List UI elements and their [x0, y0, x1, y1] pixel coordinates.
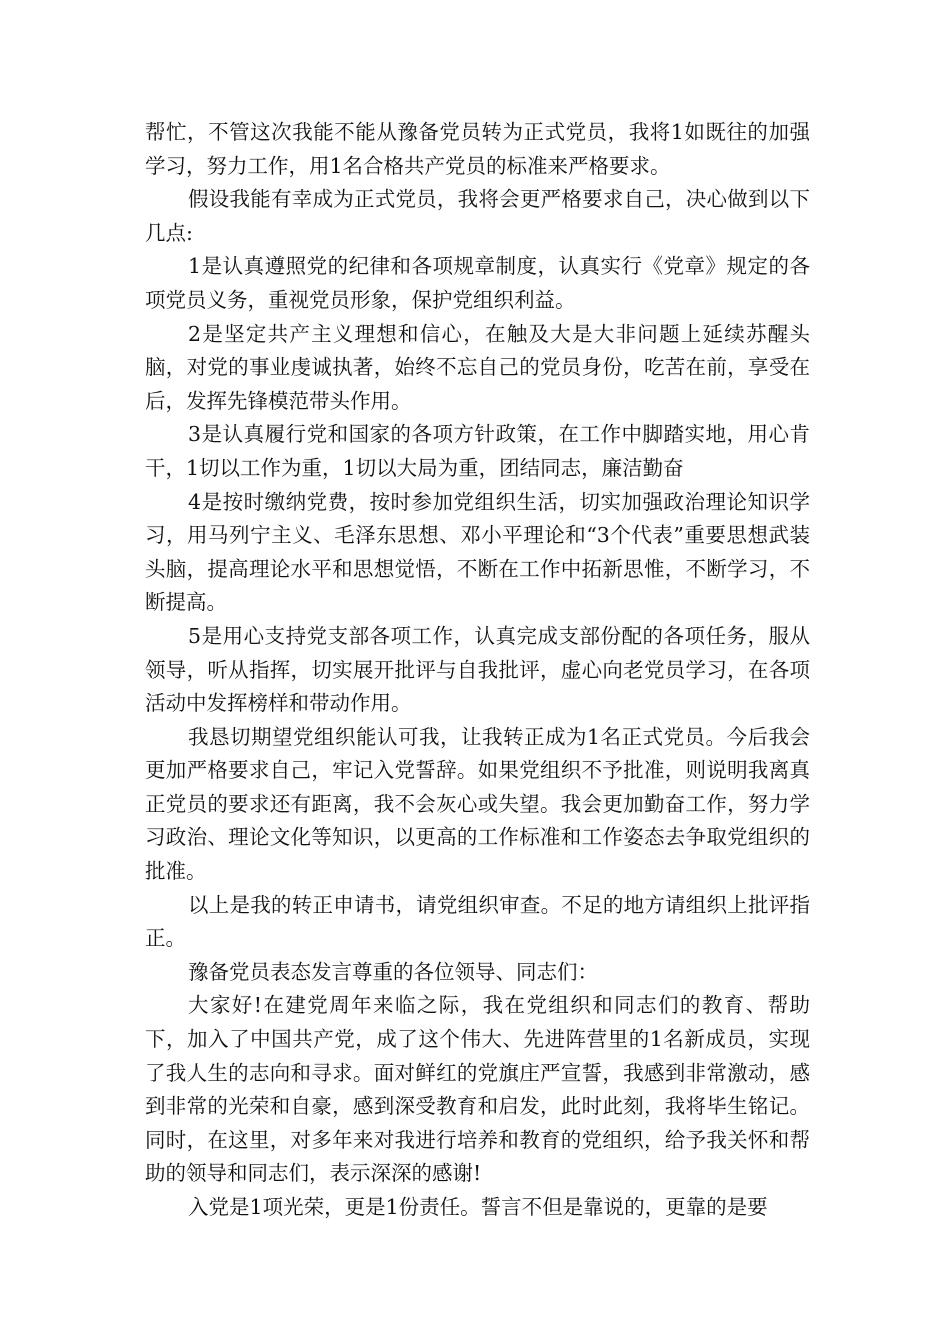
paragraph-11: 大家好!在建党周年来临之际，我在党组织和同志们的教育、帮助下，加入了中国共产党，成了这个伟大、先进阵营里的1名新成员，实现了我人生的志向和寻求。面对鲜红的党旗庄严宣誓，我感到非常激动，感到非常的光荣和自豪，感到深受教育和启发，此时此刻，我将毕生铭记。同时，在这里，对多年来对我进行培养和教育的党组织，给予我关怀和帮助的领导和同志们，表示深深的感谢! [145, 993, 810, 1186]
paragraph-7: 5是用心支持党支部各项工作，认真完成支部份配的各项任务，服从领导，听从指挥，切实展开批评与自我批评，虚心向老党员学习，在各项活动中发挥榜样和带动作用。 [145, 623, 810, 716]
paragraph-6: 4是按时缴纳党费，按时参加党组织生活，切实加强政治理论知识学习，用马列宁主义、毛泽东思想、邓小平理论和“3个代表”重要思想武装头脑，提高理论水平和思想觉悟，不断在工作中拓新思惟，不断学习，不断提高。 [145, 489, 810, 615]
paragraph-4: 2是坚定共产主义理想和信心，在触及大是大非问题上延续苏醒头脑，对党的事业虔诚执著，始终不忘自己的党员身份，吃苦在前，享受在后，发挥先锋模范带头作用。 [145, 321, 810, 413]
document-body [145, 116, 810, 1225]
paragraph-2: 假设我能有幸成为正式党员，我将会更严格要求自己，决心做到以下几点: [145, 187, 810, 245]
paragraph-1: 帮忙，不管这次我能不能从豫备党员转为正式党员，我将1如既往的加强学习，努力工作，用1名合格共产党员的标准来严格要求。 [145, 120, 810, 178]
paragraph-3: 1是认真遵照党的纪律和各项规章制度，认真实行《党章》规定的各项党员义务，重视党员形象，保护党组织利益。 [145, 254, 810, 312]
paragraph-5: 3是认真履行党和国家的各项方针政策，在工作中脚踏实地，用心肯干，1切以工作为重，1切以大局为重，团结同志，廉洁勤奋 [145, 422, 810, 480]
paragraph-9: 以上是我的转正申请书，请党组织审查。不足的地方请组织上批评指正。 [145, 892, 810, 951]
paragraph-12: 入党是1项光荣，更是1份责任。誓言不但是靠说的，更靠的是要 [188, 1195, 768, 1219]
paragraph-8: 我恳切期望党组织能认可我，让我转正成为1名正式党员。今后我会更加严格要求自己，牢记入党誓辞。如果党组织不予批准，则说明我离真正党员的要求还有距离，我不会灰心或失望。我会更加勤奋工作，努力学习政治、理论文化等知识，以更高的工作标准和工作姿态去争取党组织的批准。 [145, 724, 810, 884]
paragraph-10: 豫备党员表态发言尊重的各位领导、同志们： [188, 959, 599, 984]
